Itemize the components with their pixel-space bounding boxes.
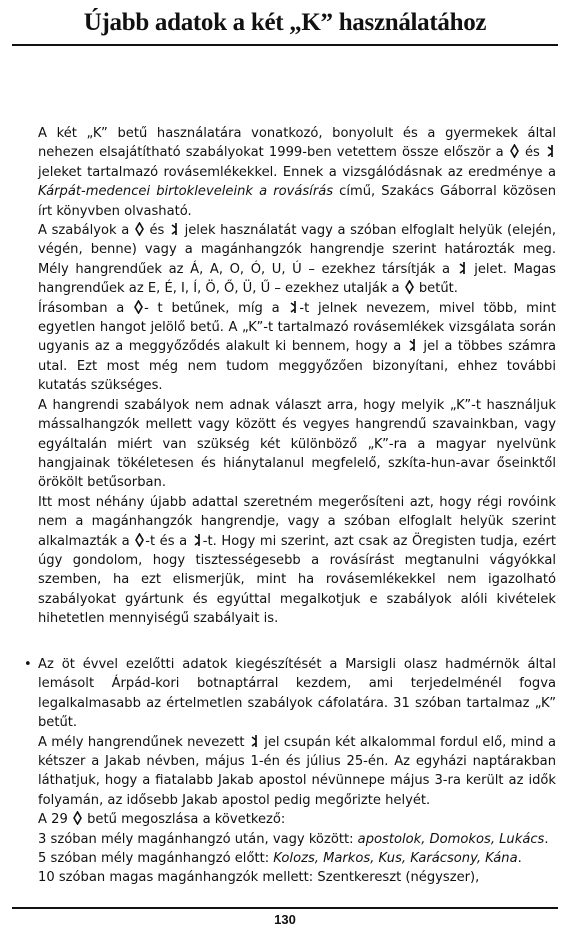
text-run: betűt. bbox=[414, 281, 458, 297]
text-run: A hangrendi szabályok nem adnak választ arra, hogy melyik „K”-t használjuk mássalhangzók mellett vagy között és vegyes hangrendű szavainkban, vagy egyáltalán miért van szükség két különböző „K”-ra a magyar nyelvünk hangjainak tökéletesen és hiánytalanul megfelelő, szkíta-hun-avar őseinktől örökölt betűsorban. bbox=[38, 397, 556, 491]
text-run: jelet. Magas hangrendűek az E, É, I, Í, Ö, Ő, Ü, Ű – ezekhez utalják a bbox=[38, 261, 556, 297]
paragraph bbox=[38, 830, 556, 849]
text-run: jel a többes számra utal. Ezt most még nem tudom meggyőzően bizonyítani, ehhez további kutatás szükséges. bbox=[38, 339, 557, 394]
stem-rune-icon bbox=[250, 734, 259, 748]
stem-rune-icon bbox=[289, 300, 298, 314]
bullet-content bbox=[38, 655, 556, 888]
paragraph bbox=[38, 733, 556, 811]
italic-text: apostolok, Domokos, Lukács bbox=[357, 831, 545, 847]
text-run: jeleket tartalmazó rovásemlékekkel. Ennek a vizsgálódásnak az eredménye a bbox=[38, 164, 556, 180]
text-run: Írásomban a bbox=[38, 300, 134, 316]
page-title: Újabb adatok a két „K” használatához bbox=[83, 9, 487, 36]
bullet-list-item bbox=[24, 655, 556, 888]
diamond-rune-icon bbox=[135, 533, 144, 547]
paragraph bbox=[38, 299, 556, 396]
text-run: -t és a bbox=[145, 533, 192, 549]
paragraph bbox=[38, 868, 556, 887]
text-run: A szabályok a bbox=[38, 223, 134, 239]
text-run: Itt most néhány újabb adattal szeretném megerősíteni azt, hogy régi rovóink nem a magánhangzók hangrendje, vagy a szóban elfoglalt helyük szerint alkalmazták a bbox=[38, 494, 556, 549]
italic-text: Kolozs, Markos, Kus, Karácsony, Kána bbox=[273, 851, 518, 867]
text-run: jel csupán két alkalommal fordul elő, mind a kétszer a Jakab névben, május 1-én és július 25-én. Az egyházi naptárakban láthatjuk, hogy a fiatalabb Jakab apostol névünnepe május 3-ra került az idők folyamán, az idősebb Jakab apostol pedig megőrizte helyét. bbox=[38, 734, 556, 808]
text-run: jelek használatát vagy a szóban elfoglalt helyük (elején, végén, benne) vagy a magánhangzók hangrendje szerint határozták meg. Mély hangrendűek az Á, A, O, Ó, U, Ú – ezekhez társítják a bbox=[38, 223, 557, 277]
text-run: és bbox=[144, 223, 169, 239]
diamond-rune-icon bbox=[510, 144, 519, 158]
text-run: betű megoszlása a következő: bbox=[82, 812, 286, 828]
footer-rule bbox=[12, 907, 558, 909]
text-run: -t. Hogy mi szerint, azt csak az Öregisten tudja, ezért úgy gondolom, hogy tisztességesebb a rovásírást megtanulni vágyókkal szemben, ha ezt elismerjük, mint ha rovásemlékekkel nem igazolható szabályokat gyártunk és egyúttal megalkotjuk e szabályok alóli kivételek hihetetlen mennyiségű szabályait is. bbox=[38, 533, 556, 627]
italic-text: Kárpát-medencei birtokleveleink a rovásírás bbox=[38, 184, 334, 200]
text-run: 3 szóban mély magánhangzó után, vagy között: bbox=[38, 831, 358, 847]
paragraph bbox=[38, 810, 556, 829]
paragraph bbox=[38, 124, 556, 221]
diamond-rune-icon bbox=[73, 811, 82, 825]
text-run: Az öt évvel ezelőtti adatok kiegészítését a Marsigli olasz hadmérnök által lemásolt Árpád-kori botnaptárral kezdem, ami terjedelménél fogva legalkalmasabb az értelmetlen szabályok cáfolatára. 31 szóban tartalmaz „K” betűt. bbox=[38, 657, 556, 731]
text-run: című, Szakács Gáborral közösen írt könyvben olvasható. bbox=[38, 184, 556, 219]
text-run: A mély hangrendűnek nevezett bbox=[38, 734, 249, 750]
text-run: A két „K” betű használatára vonatkozó, bonyolult és a gyermekek által nehezen elsajátítható szabályokat 1999-ben vetettem össze először a bbox=[38, 126, 556, 161]
diamond-rune-icon bbox=[135, 222, 144, 236]
paragraph bbox=[38, 849, 556, 868]
text-run: A 29 bbox=[38, 812, 72, 828]
title-rule bbox=[12, 44, 558, 46]
text-run: - t betűnek, míg a bbox=[144, 300, 289, 316]
article-body bbox=[38, 124, 556, 629]
bullet-marker: • bbox=[24, 657, 32, 672]
text-run: 5 szóban mély magánhangzó előtt: bbox=[38, 851, 274, 867]
text-run: -t jelnek nevezem, mivel több, mint egyetlen hangot jelölő betű. A „K”-t tartalmazó rovásemlékek vizsgálata során ugyanis az a meggyőződés alakult ki bennem, hogy a bbox=[38, 300, 556, 355]
stem-rune-icon bbox=[546, 144, 555, 158]
paragraph bbox=[38, 655, 556, 733]
text-run: és bbox=[519, 145, 545, 161]
diamond-rune-icon bbox=[134, 300, 143, 314]
diamond-rune-icon bbox=[405, 280, 414, 294]
paragraph bbox=[38, 493, 556, 629]
text-run: . bbox=[544, 831, 549, 847]
page-number: 130 bbox=[274, 912, 296, 927]
text-run: 10 szóban magas magánhangzók mellett: Szentkereszt (négyszer), bbox=[38, 870, 480, 886]
stem-rune-icon bbox=[458, 261, 467, 275]
paragraph bbox=[38, 396, 556, 493]
text-run: . bbox=[517, 851, 522, 867]
paragraph bbox=[38, 221, 556, 299]
stem-rune-icon bbox=[408, 338, 417, 352]
stem-rune-icon bbox=[193, 533, 202, 547]
stem-rune-icon bbox=[170, 222, 179, 236]
